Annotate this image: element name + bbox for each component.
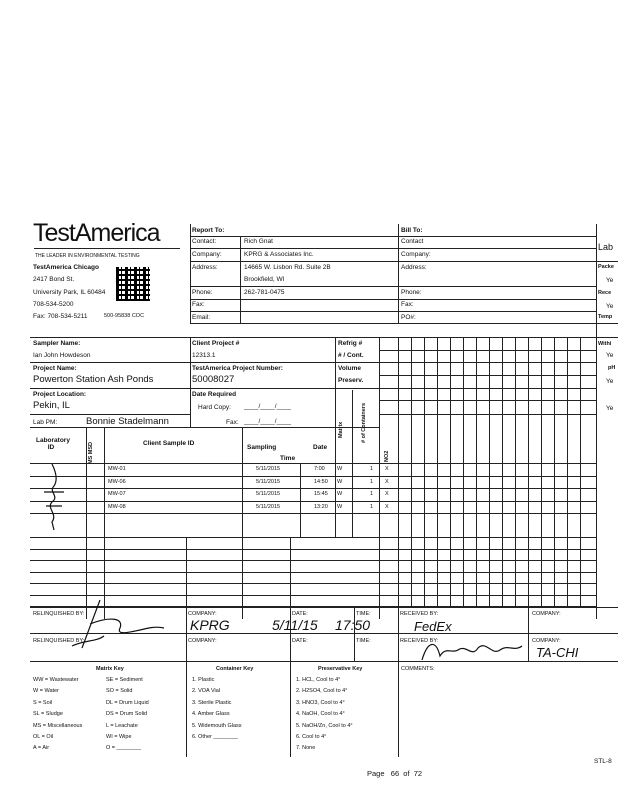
sample-no2-cell: X — [385, 478, 389, 485]
refrig-label: Refrig # — [338, 340, 363, 347]
matrix-key-item: OL = Oil — [33, 734, 54, 740]
handwritten-time: 17:50 — [335, 617, 371, 633]
matrix-key-item: L = Leachate — [106, 722, 138, 729]
relinquished-by-label-2: RELINQUISHED BY: — [33, 638, 85, 644]
company-label-4: COMPANY: — [532, 638, 561, 644]
col-sampling: Sampling — [247, 444, 277, 451]
sample-id-cell: MW-01 — [108, 466, 126, 472]
table-row — [104, 476, 596, 489]
sample-count-cell: 1 — [370, 503, 374, 510]
sample-matrix-cell: W — [337, 466, 343, 472]
relinquished-by-label: RELINQUISHED BY: — [33, 611, 85, 617]
sample-matrix-cell: W — [337, 491, 343, 497]
bill-company-label: Company: — [401, 251, 431, 258]
form-code: STL-8 — [594, 758, 612, 765]
col-laboratory-id: Laboratory ID — [36, 437, 70, 452]
sample-date-cell: 5/11/2015 — [256, 491, 281, 497]
right-yes2: Ye — [606, 303, 614, 310]
container-key-item: 1. Plastic — [192, 677, 215, 683]
preservative-key-item: 7. None — [296, 745, 316, 752]
col-client-sample-id: Client Sample ID — [143, 440, 195, 447]
sample-matrix-cell: W — [337, 478, 343, 485]
col-containers: # of Containers — [361, 402, 367, 443]
matrix-key-item: DS = Drum Solid — [106, 711, 148, 718]
right-ph-label: pH — [608, 365, 616, 371]
handwritten-company-2: TA-CHI — [536, 645, 579, 660]
sample-no2-cell: X — [385, 491, 389, 497]
client-project-number: 12313.1 — [192, 352, 216, 359]
preserv-label: Preserv. — [338, 377, 364, 384]
handwritten-date: 5/11/15 — [272, 617, 318, 633]
col-ms-msd: MS MSD — [88, 442, 94, 464]
sample-time-cell: 15:45 — [314, 491, 328, 497]
bill-address-label: Address: — [401, 264, 427, 271]
project-location-label: Project Location: — [33, 391, 87, 398]
matrix-key-item: O = ________ — [106, 745, 142, 752]
report-contact-label: Contact: — [192, 238, 217, 245]
project-name: Powerton Station Ash Ponds — [33, 374, 154, 385]
sample-count-cell: 1 — [370, 466, 374, 472]
preservative-key-item: 6. Cool to 4° — [296, 734, 327, 740]
sample-matrix-cell: W — [337, 503, 343, 510]
volume-label: Volume — [338, 365, 361, 372]
sample-count-cell: 1 — [370, 491, 374, 497]
matrix-key-item: WW = Wastewater — [33, 677, 79, 683]
container-key-item: 5. Widemouth Glass — [192, 722, 242, 729]
matrix-key-item: A = Air — [33, 745, 50, 752]
sample-id-cell: MW-07 — [108, 491, 126, 497]
project-location: Pekin, IL — [33, 400, 70, 411]
matrix-key-item: W = Water — [33, 688, 59, 695]
relinquisher-signature — [60, 596, 170, 656]
col-matrix: Matrix — [338, 421, 344, 438]
preservative-key-title: Preservative Key — [318, 666, 363, 672]
hard-copy-label: Hard Copy: — [198, 404, 231, 411]
lab-name: TestAmerica Chicago — [33, 264, 99, 271]
container-key-item: 6. Other ________ — [192, 734, 238, 740]
table-row — [104, 463, 596, 476]
lab-fax: Fax: 708-534-5211 — [33, 313, 88, 320]
sample-id-cell: MW-08 — [108, 503, 126, 510]
preservative-key-item: 2. H2SO4, Cool to 4° — [296, 688, 348, 695]
sample-count-cell: 1 — [370, 478, 374, 485]
bill-po-label: PO#: — [401, 314, 416, 321]
handwritten-company: KPRG — [190, 617, 230, 633]
report-fax-label: Fax: — [192, 301, 205, 308]
company-label-1: COMPANY: — [188, 611, 217, 617]
report-email-label: Email: — [192, 314, 211, 321]
company-label-3: COMPANY: — [532, 611, 561, 617]
client-project-label: Client Project # — [192, 340, 240, 347]
company-label-2: COMPANY: — [188, 638, 217, 644]
sample-date-cell: 5/11/2015 — [256, 466, 281, 472]
comments-label: COMMENTS: — [401, 666, 435, 672]
logo-underline — [34, 248, 180, 249]
cont-label: # / Cont. — [338, 352, 364, 359]
lab-logo: TestAmerica — [33, 219, 160, 247]
received-by-label-1: RECEIVED BY: — [400, 611, 439, 617]
report-to-heading: Report To: — [192, 227, 225, 234]
project-name-label: Project Name: — [33, 365, 77, 372]
lab-pm-label: Lab PM: — [33, 419, 58, 426]
preservative-key-item: 5. NaOH/Zn, Cool to 4° — [296, 722, 353, 729]
lab-pm-name: Bonnie Stadelmann — [86, 416, 169, 427]
sample-id-cell: MW-06 — [108, 478, 126, 485]
lab-phone: 708-534-5200 — [33, 301, 74, 308]
fax-date: ____/____/____ — [244, 418, 291, 425]
matrix-key-item: SE = Sediment — [106, 677, 143, 683]
bill-fax-label: Fax: — [401, 301, 414, 308]
matrix-key-item: WI = Wipe — [106, 734, 132, 740]
qr-code-icon — [116, 267, 150, 301]
bill-phone-label: Phone: — [401, 289, 422, 296]
preservative-key-item: 4. NaOH, Cool to 4° — [296, 711, 345, 718]
report-address-label: Address: — [192, 264, 218, 271]
ta-project-label: TestAmerica Project Number: — [192, 365, 283, 372]
matrix-key-item: SO = Solid — [106, 688, 133, 695]
right-receipt-label: Rece — [598, 290, 612, 296]
table-row — [104, 488, 596, 501]
col-no2: NO2 — [384, 450, 390, 462]
table-row — [104, 501, 596, 514]
date-required-label: Date Required — [192, 391, 237, 398]
preservative-key-item: 3. HNO3, Cool to 4° — [296, 699, 345, 706]
sample-time-cell: 14:50 — [314, 478, 328, 485]
report-phone-label: Phone: — [192, 289, 213, 296]
date-label-1: DATE: — [292, 611, 308, 617]
lab-address2: University Park, IL 60484 — [33, 289, 106, 296]
matrix-key-item: S = Soil — [33, 699, 53, 706]
sampler-name-label: Sampler Name: — [33, 340, 81, 347]
container-key-item: 4. Amber Glass — [192, 711, 230, 718]
preservative-key-item: 1. HCL, Cool to 4° — [296, 677, 341, 683]
received-by-label-2: RECEIVED BY: — [400, 638, 439, 644]
matrix-key-item: MS = Miscellaneous — [33, 722, 83, 729]
sample-no2-cell: X — [385, 503, 389, 510]
lab-address1: 2417 Bond St. — [33, 276, 75, 283]
barcode-label: 500-95838 COC — [104, 313, 145, 319]
hard-copy-date: ____/____/____ — [244, 403, 291, 410]
container-key-title: Container Key — [216, 666, 254, 672]
right-lab-label: Lab — [598, 242, 614, 252]
time-label-2: TIME: — [356, 638, 371, 644]
bill-contact-label: Contact — [401, 238, 424, 245]
report-company-label: Company: — [192, 251, 222, 258]
sample-date-cell: 5/11/2015 — [256, 503, 281, 510]
right-temp-label: Temp — [598, 314, 613, 320]
right-yes1: Ye — [606, 277, 614, 284]
matrix-key-title: Matrix Key — [96, 666, 124, 672]
matrix-key-item: SL = Sludge — [33, 711, 63, 718]
sampler-name: Ian John Howdeson — [33, 352, 91, 359]
report-address2: Brookfield, WI — [244, 276, 285, 283]
report-phone: 262-781-0475 — [244, 289, 285, 296]
ta-project-number: 50008027 — [192, 374, 235, 385]
matrix-key-item: DL = Drum Liquid — [106, 699, 149, 706]
date-label-2: DATE: — [292, 638, 308, 644]
handwritten-received-by: FedEx — [414, 619, 452, 634]
right-yes3: Ye — [606, 352, 614, 359]
lab-tagline: THE LEADER IN ENVIRONMENTAL TESTING — [35, 253, 140, 259]
container-key-item: 2. VOA Vial — [192, 688, 221, 695]
bill-to-heading: Bill To: — [401, 227, 423, 234]
col-date: Date — [313, 444, 328, 451]
right-yes4: Ye — [606, 378, 614, 385]
right-yes5: Ye — [606, 405, 614, 412]
sample-time-cell: 13:20 — [314, 503, 328, 510]
container-key-item: 3. Sterile Plastic — [192, 699, 232, 706]
sample-date-cell: 5/11/2015 — [256, 478, 281, 485]
sample-time-cell: 7:00 — [314, 466, 325, 472]
report-contact: Rich Gnat — [244, 238, 273, 245]
time-label-1: TIME: — [356, 611, 371, 617]
receiver-signature — [418, 636, 528, 666]
lab-id-bracket-scribble — [34, 462, 74, 532]
page-number: Page 66 of 72 — [367, 769, 423, 778]
report-company: KPRG & Associates Inc. — [244, 251, 314, 258]
report-address1: 14665 W. Lisbon Rd. Suite 2B — [244, 264, 331, 271]
col-time: Time — [280, 455, 296, 462]
sample-no2-cell: X — [385, 466, 389, 472]
fax-date-label: Fax: — [226, 419, 239, 426]
right-within-label: Withi — [598, 341, 612, 347]
right-packed-label: Packe — [598, 264, 614, 270]
